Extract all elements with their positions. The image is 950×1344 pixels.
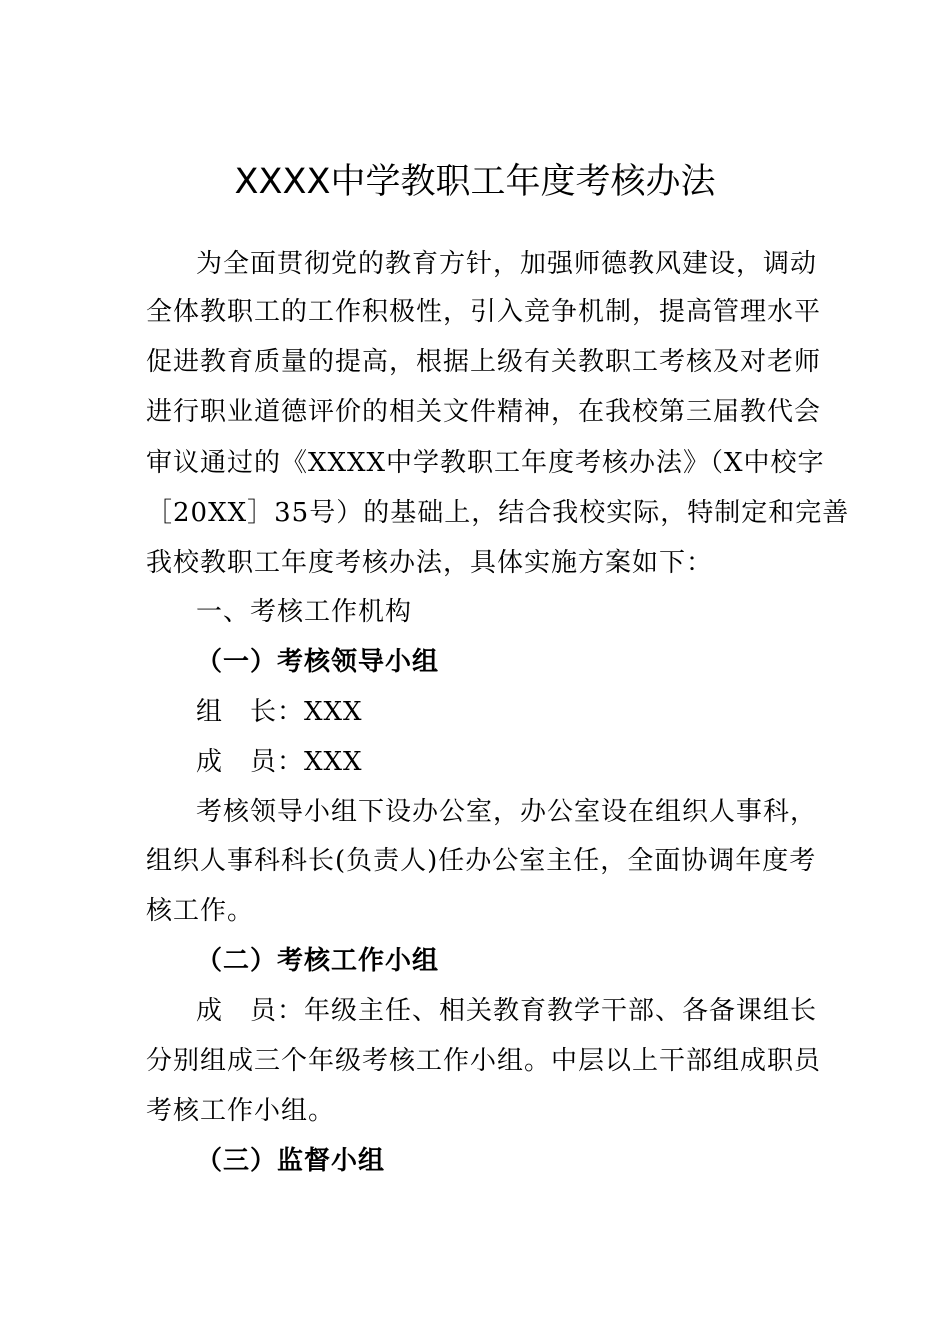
workgroup-line: 分别组成三个年级考核工作小组。中层以上干部组成职员 — [146, 1046, 822, 1076]
intro-line: 审议通过的《XXXX中学教职工年度考核办法》（X中校字 — [146, 448, 825, 478]
intro-line: 为全面贯彻党的教育方针，加强师德教风建设，调动 — [196, 249, 818, 279]
section-heading: 一、考核工作机构 — [196, 597, 413, 627]
subsection-heading: （二）考核工作小组 — [196, 946, 440, 976]
intro-line: ［20XX］35号）的基础上，结合我校实际，特制定和完善 — [146, 498, 850, 528]
workgroup-line: 成 员：年级主任、相关教育教学干部、各备课组长 — [196, 996, 818, 1026]
subsection-heading: （一）考核领导小组 — [196, 647, 440, 677]
leader-line: 组 长：XXX — [196, 697, 363, 727]
intro-line: 全体教职工的工作积极性，引入竞争机制，提高管理水平 — [146, 297, 822, 327]
office-line: 核工作。 — [146, 896, 255, 926]
intro-line: 促进教育质量的提高，根据上级有关教职工考核及对老师 — [146, 347, 822, 377]
intro-line: 我校教职工年度考核办法，具体实施方案如下： — [146, 548, 714, 578]
member-line: 成 员：XXX — [196, 747, 363, 777]
subsection-heading: （三）监督小组 — [196, 1146, 386, 1176]
intro-line: 进行职业道德评价的相关文件精神，在我校第三届教代会 — [146, 397, 822, 427]
office-line: 考核领导小组下设办公室，办公室设在组织人事科， — [196, 797, 818, 827]
document-title: XXXX中学教职工年度考核办法 — [234, 162, 716, 202]
office-line: 组织人事科科长(负责人)任办公室主任，全面协调年度考 — [146, 846, 817, 876]
workgroup-line: 考核工作小组。 — [146, 1096, 336, 1126]
